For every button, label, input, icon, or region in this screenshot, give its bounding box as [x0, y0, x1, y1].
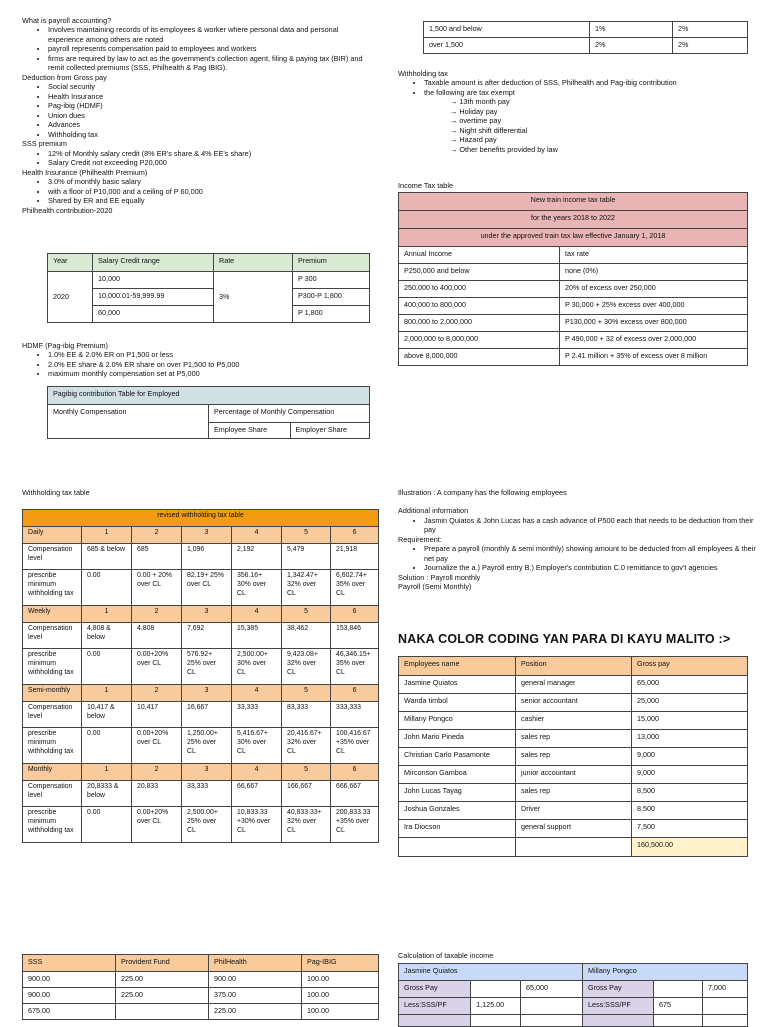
table-header: Provident Fund	[116, 955, 209, 972]
table-cell: 225.00	[116, 972, 209, 988]
table-cell: 65,000	[632, 676, 748, 694]
intro-bullet: • payroll represents compensation paid to employees and workers	[48, 44, 372, 53]
table-cell: Mirconson Gamboa	[399, 766, 516, 784]
table-cell: Millany Pongco	[399, 712, 516, 730]
table-cell: above 8,000,000	[399, 349, 560, 366]
table-cell: 5,479	[282, 544, 331, 570]
table-cell: 0.00	[82, 570, 132, 606]
table-cell: Gross Pay	[399, 981, 471, 998]
bracket-number: 4	[232, 606, 282, 623]
deduction-item: • Social security	[48, 82, 372, 91]
table-cell: 225.00	[116, 988, 209, 1004]
table-cell: 10,417	[132, 702, 182, 728]
table-header: Millany Pongco	[583, 964, 748, 981]
table-cell	[116, 1004, 209, 1020]
exempt-item: → 13th month pay	[450, 97, 758, 106]
row-label: Compensation level	[23, 544, 82, 570]
table-cell: 1,096	[182, 544, 232, 570]
health-item: • Shared by ER and EE equally	[48, 196, 372, 205]
table-cell: 4,808	[132, 623, 182, 649]
table-cell: 675	[654, 998, 703, 1015]
table-cell: 0.00	[82, 807, 132, 843]
table-cell: Joshua Gonzales	[399, 802, 516, 820]
bracket-number: 2	[132, 606, 182, 623]
table-cell: 2%	[673, 38, 748, 54]
table-cell: 2,000,000 to 8,000,000	[399, 332, 560, 349]
table-cell: 20,416.67+ 32% over CL	[282, 728, 331, 764]
table-cell: junior accountant	[516, 766, 632, 784]
table-cell: sales rep	[516, 784, 632, 802]
period-label: Daily	[23, 527, 82, 544]
table-cell: 100.00	[302, 988, 379, 1004]
table-cell: 38,462	[282, 623, 331, 649]
table-header: Premium	[293, 254, 370, 272]
table-header: Pagibig contribution Table for Employed	[48, 387, 370, 405]
table-cell: 0.00 + 20% over CL	[132, 570, 182, 606]
row-label: prescribe minimum withholding tax	[23, 649, 82, 685]
intro-question: What is payroll accounting?	[22, 16, 112, 25]
table-cell: 66,667	[232, 781, 282, 807]
illustration-section	[398, 488, 758, 592]
table-cell: P 30,000 + 25% excess over 400,000	[560, 298, 748, 315]
table-cell: Less:SSS/PF	[583, 998, 654, 1015]
table-header: for the years 2018 to 2022	[399, 211, 748, 229]
table-cell: 3%	[214, 272, 293, 323]
table-header: Year	[48, 254, 93, 272]
table-cell: Employee Share	[209, 423, 291, 439]
table-cell: 0.00	[82, 728, 132, 764]
bracket-number: 3	[182, 764, 232, 781]
bracket-number: 3	[182, 606, 232, 623]
table-cell: 0.00+20% over CL	[132, 807, 182, 843]
philhealth-table	[47, 253, 370, 323]
table-cell: 9,000	[632, 748, 748, 766]
table-cell: 15,000	[632, 712, 748, 730]
table-cell: Wanda timbol	[399, 694, 516, 712]
table-cell: general support	[516, 820, 632, 838]
table-cell: 200,833.33 +35% over CL	[331, 807, 379, 843]
contribution-table	[22, 954, 379, 1020]
requirement-item: • Journalize the a.) Payroll entry B.) Employer's contribution C.0 remittance to gov't agencies	[424, 563, 758, 572]
bracket-number: 1	[82, 606, 132, 623]
table-cell: Annual Income	[399, 247, 560, 264]
bracket-number: 5	[282, 606, 331, 623]
table-cell: 576.92+ 25% over CL	[182, 649, 232, 685]
table-cell: general manager	[516, 676, 632, 694]
table-cell: senior accountant	[516, 694, 632, 712]
table-cell: 2,192	[232, 544, 282, 570]
table-cell: 10,000.01-59,999.99	[93, 289, 214, 306]
wtax-label: Withholding tax table	[22, 488, 90, 497]
table-cell: Less:SSS/PF	[399, 998, 471, 1015]
deduction-title: Deduction from Gross pay	[22, 72, 107, 82]
hdmf-item: • maximum monthly compensation set at P5,000	[48, 369, 372, 378]
bracket-number: 6	[331, 764, 379, 781]
table-cell: P 2.41 million + 35% of excess over 8 million	[560, 349, 748, 366]
table-cell: 21,918	[331, 544, 379, 570]
table-cell: 675.00	[23, 1004, 116, 1020]
row-label: Compensation level	[23, 781, 82, 807]
employees-table	[398, 656, 748, 857]
gross-total: 160,500.00	[632, 838, 748, 857]
income-tax-label: Income Tax table	[398, 181, 454, 190]
bracket-number: 2	[132, 527, 182, 544]
exempt-item: → Night shift differential	[450, 126, 758, 135]
health-item: • 3.0% of monthly basic salary	[48, 177, 372, 186]
bracket-number: 5	[282, 685, 331, 702]
table-cell: 900.00	[23, 988, 116, 1004]
table-cell: 9,000	[632, 766, 748, 784]
health-item: • with a floor of P10,000 and a ceiling of P 60,000	[48, 187, 372, 196]
additional-info-item: • Jasmin Quiatos & John Lucas has a cash advance of P500 each that needs to be deduction from their pay	[424, 516, 758, 535]
table-cell: 375.00	[209, 988, 302, 1004]
table-cell: 7,692	[182, 623, 232, 649]
solution-line: Payroll (Semi Monthly)	[398, 582, 472, 592]
table-cell: 10,833.33 +30% over CL	[232, 807, 282, 843]
bracket-number: 3	[182, 685, 232, 702]
table-cell: P130,000 + 30% excess over 800,000	[560, 315, 748, 332]
deduction-item: • Union dues	[48, 111, 372, 120]
bracket-number: 1	[82, 527, 132, 544]
table-cell: 82.19+ 25% over CL	[182, 570, 232, 606]
table-cell: Christian Carlo Pasamonte	[399, 748, 516, 766]
table-cell: 65,000	[520, 981, 582, 998]
table-cell: 20% of excess over 250,000	[560, 281, 748, 298]
deduction-item: • Health Insurance	[48, 92, 372, 101]
table-header: Pag-IBIG	[302, 955, 379, 972]
table-cell: 25,000	[632, 694, 748, 712]
table-cell: Employer Share	[290, 423, 370, 439]
table-cell: 1%	[590, 22, 673, 38]
table-cell: John Lucas Tayag	[399, 784, 516, 802]
row-label: prescribe minimum withholding tax	[23, 728, 82, 764]
table-cell: 7,000	[703, 981, 748, 998]
bracket-number: 4	[232, 685, 282, 702]
withholding-title: Withholding tax	[398, 69, 448, 78]
table-cell: 8,500	[632, 784, 748, 802]
philhealth-title: Philhealth contribution-2020	[22, 205, 113, 215]
bracket-number: 6	[331, 606, 379, 623]
table-cell: 7,500	[632, 820, 748, 838]
table-cell: 666,667	[331, 781, 379, 807]
table-cell: 2,500.00+ 30% over CL	[232, 649, 282, 685]
calc-table	[398, 963, 748, 1027]
table-cell: tax rate	[560, 247, 748, 264]
table-cell: Monthly Compensation	[48, 405, 209, 439]
table-cell: 153,846	[331, 623, 379, 649]
table-cell: 685 & below	[82, 544, 132, 570]
period-label: Monthly	[23, 764, 82, 781]
table-cell: cashier	[516, 712, 632, 730]
deduction-item: • Withholding tax	[48, 130, 372, 139]
income-tax-table	[398, 192, 748, 366]
bracket-number: 5	[282, 527, 331, 544]
table-cell: over 1,500	[424, 38, 590, 54]
sss-title: SSS premium	[22, 139, 68, 149]
table-cell: 356.16+ 30% over CL	[232, 570, 282, 606]
bracket-number: 6	[331, 685, 379, 702]
table-cell: P 490,000 + 32 of excess over 2,000,000	[560, 332, 748, 349]
table-header: Salary Credit range	[93, 254, 214, 272]
table-cell: P 1,800	[293, 306, 370, 323]
table-cell: 0.00	[82, 649, 132, 685]
table-cell: 8,500	[632, 802, 748, 820]
table-cell: Jasmine Quiatos	[399, 676, 516, 694]
table-header: revised withholding tax table	[23, 510, 379, 527]
bracket-number: 4	[232, 764, 282, 781]
table-cell: 60,000	[93, 306, 214, 323]
exempt-item: → Hazard pay	[450, 135, 758, 144]
table-cell: sales rep	[516, 730, 632, 748]
table-cell: 1,125.00	[471, 998, 521, 1015]
table-cell: 250,000 to 400,000	[399, 281, 560, 298]
table-cell: Percentage of Monthly Compensation	[209, 405, 370, 423]
exempt-item: → Other benefits provided by law	[450, 145, 758, 154]
period-label: Semi-monthly	[23, 685, 82, 702]
deduction-item: • Pag-ibig (HDMF)	[48, 101, 372, 110]
table-cell: 0.00+20% over CL	[132, 728, 182, 764]
table-cell: Driver	[516, 802, 632, 820]
health-title: Health Insurance (Philhealth Premium)	[22, 167, 148, 177]
table-cell: 1,500 and below	[424, 22, 590, 38]
table-cell: 685	[132, 544, 182, 570]
table-cell: 10,417 & below	[82, 702, 132, 728]
color-coding-heading: NAKA COLOR CODING YAN PARA DI KAYU MALITO :>	[398, 632, 731, 646]
bracket-number: 2	[132, 764, 182, 781]
table-header: Jasmine Quiatos	[399, 964, 583, 981]
bracket-number: 4	[232, 527, 282, 544]
table-header: New train income tax table	[399, 193, 748, 211]
calc-label: Calculation of taxable income	[398, 951, 494, 960]
bracket-number: 5	[282, 764, 331, 781]
table-cell: 20,8333 & below	[82, 781, 132, 807]
hdmf-title: HDMF (Pag-ibig Premium)	[22, 341, 108, 350]
table-cell: P300-P 1,800	[293, 289, 370, 306]
requirement-item: • Prepare a payroll (monthly & semi monthly) showing amount to be deducted from all employees & their net pay	[424, 544, 758, 563]
table-cell: 0.00+20% over CL	[132, 649, 182, 685]
table-cell: 333,333	[331, 702, 379, 728]
table-cell: 2%	[673, 22, 748, 38]
period-label: Weekly	[23, 606, 82, 623]
withholding-tax-table	[22, 509, 379, 843]
table-cell: 2,500.00+ 25% over CL	[182, 807, 232, 843]
intro-bullet: • Involves maintaining records of its employees & worker where personal data and personal experience among others are noted	[48, 25, 372, 44]
exempt-item: → overtime pay	[450, 116, 758, 125]
deduction-item: • Advances	[48, 120, 372, 129]
hdmf-section	[22, 341, 372, 379]
withholding-item: • the following are tax exempt	[424, 88, 758, 97]
table-cell: 900.00	[23, 972, 116, 988]
table-cell: 20,833	[132, 781, 182, 807]
table-header: SSS	[23, 955, 116, 972]
pagibig-table	[47, 386, 370, 439]
table-cell: 400,000 to 800,000	[399, 298, 560, 315]
table-cell: 800,000 to 2,000,000	[399, 315, 560, 332]
table-header: Rate	[214, 254, 293, 272]
table-cell: 4,808 & below	[82, 623, 132, 649]
table-header: under the approved train tax law effective January 1, 2018	[399, 229, 748, 247]
table-cell: 33,333	[182, 781, 232, 807]
table-cell: 40,833.33+ 32% over CL	[282, 807, 331, 843]
table-cell: 2%	[590, 38, 673, 54]
table-cell: 83,333	[282, 702, 331, 728]
intro-bullet: • firms are required by law to act as the government's collection agent, filing & paying tax (BIR) and remit collected premiums (SSS, Philhealth & Pag IBIG).	[48, 54, 372, 73]
table-cell: 225.00	[209, 1004, 302, 1020]
table-cell: 33,333	[232, 702, 282, 728]
pagibig-rate-table	[423, 21, 748, 54]
table-cell: none (0%)	[560, 264, 748, 281]
table-cell: P 300	[293, 272, 370, 289]
table-cell: 100,416.67 +35% over CL	[331, 728, 379, 764]
table-cell: 1,250.00+ 25% over CL	[182, 728, 232, 764]
withholding-item: • Taxable amount is after deduction of SSS, Philhealth and Pag-ibig contribution	[424, 78, 758, 87]
additional-info-title: Additional information	[398, 506, 469, 516]
row-label: Compensation level	[23, 702, 82, 728]
table-cell: 13,000	[632, 730, 748, 748]
table-cell: 900.00	[209, 972, 302, 988]
table-cell: 2020	[48, 272, 93, 323]
bracket-number: 2	[132, 685, 182, 702]
table-cell: Gross Pay	[583, 981, 654, 998]
table-header: PhilHealth	[209, 955, 302, 972]
hdmf-item: • 2.0% EE share & 2.0% ER share on over P1,500 to P5,000	[48, 360, 372, 369]
table-cell: sales rep	[516, 748, 632, 766]
table-cell: Ira Diocson	[399, 820, 516, 838]
table-cell: 46,346.15+ 35% over CL	[331, 649, 379, 685]
payroll-intro	[22, 16, 372, 215]
row-label: Compensation level	[23, 623, 82, 649]
table-cell: 9,423.08+ 32% over CL	[282, 649, 331, 685]
table-cell: 166,667	[282, 781, 331, 807]
table-cell: John Mario Pineda	[399, 730, 516, 748]
table-header: Position	[516, 657, 632, 676]
table-cell: 15,385	[232, 623, 282, 649]
hdmf-item: • 1.0% EE & 2.0% ER on P1,500 or less	[48, 350, 372, 359]
table-cell: 1,342.47+ 32% over CL	[282, 570, 331, 606]
exempt-item: → Holiday pay	[450, 107, 758, 116]
row-label: prescribe minimum withholding tax	[23, 570, 82, 606]
bracket-number: 3	[182, 527, 232, 544]
table-header: Employees name	[399, 657, 516, 676]
bracket-number: 6	[331, 527, 379, 544]
bracket-number: 1	[82, 764, 132, 781]
table-cell: 100.00	[302, 972, 379, 988]
requirement-title: Requirement:	[398, 534, 442, 544]
table-cell: 5,416.67+ 30% over CL	[232, 728, 282, 764]
solution-line: Solution : Payroll monthly	[398, 572, 481, 582]
table-cell: 16,667	[182, 702, 232, 728]
table-cell: 6,602.74+ 35% over CL	[331, 570, 379, 606]
bracket-number: 1	[82, 685, 132, 702]
illustration-line: Illustration : A company has the following employees	[398, 488, 567, 497]
sss-item: • 12% of Monthly salary credit (8% ER's share & 4% EE's share)	[48, 149, 372, 158]
sss-item: • Salary Credit not exceeding P20,000	[48, 158, 372, 167]
row-label: prescribe minimum withholding tax	[23, 807, 82, 843]
table-header: Gross pay	[632, 657, 748, 676]
table-cell: P250,000 and below	[399, 264, 560, 281]
table-cell: 10,000	[93, 272, 214, 289]
withholding-section	[398, 69, 758, 154]
table-cell: 100.00	[302, 1004, 379, 1020]
